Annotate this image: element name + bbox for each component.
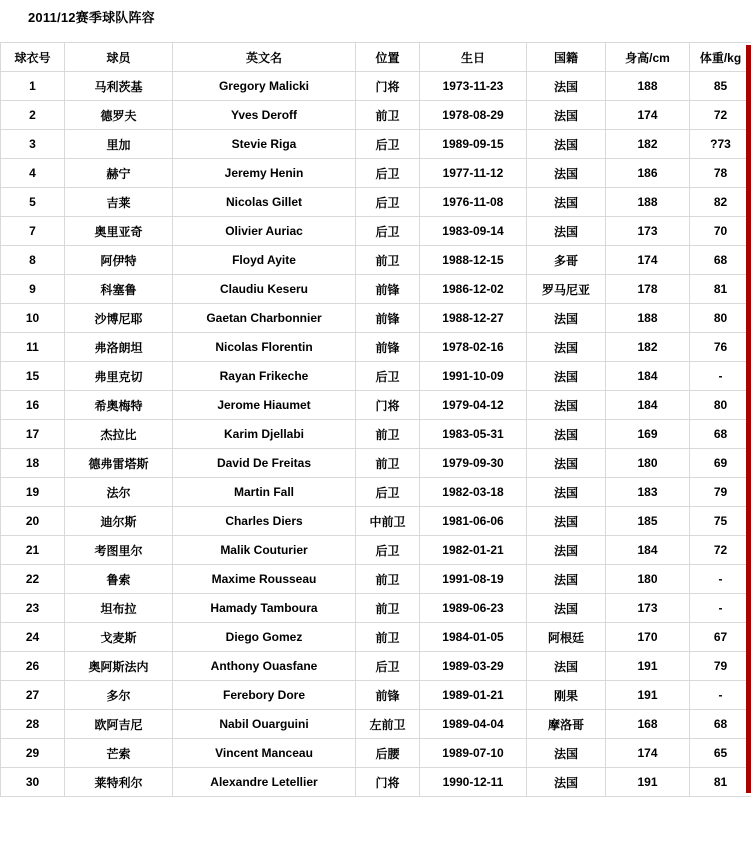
table-cell: 法国 — [527, 507, 606, 536]
table-cell: 戈麦斯 — [65, 623, 173, 652]
table-cell: Jerome Hiaumet — [173, 391, 356, 420]
table-cell: 法国 — [527, 188, 606, 217]
table-cell: 182 — [606, 333, 690, 362]
table-cell: 莱特利尔 — [65, 768, 173, 797]
table-cell: 门将 — [356, 72, 420, 101]
table-cell: 1977-11-12 — [420, 159, 527, 188]
table-cell: 1989-01-21 — [420, 681, 527, 710]
table-cell: 191 — [606, 768, 690, 797]
table-cell: 法国 — [527, 101, 606, 130]
table-cell: Karim Djellabi — [173, 420, 356, 449]
table-cell: 法国 — [527, 362, 606, 391]
table-cell: 174 — [606, 101, 690, 130]
table-cell: 后卫 — [356, 478, 420, 507]
table-cell: 68 — [690, 710, 751, 739]
table-cell: 1982-01-21 — [420, 536, 527, 565]
table-cell: 后卫 — [356, 362, 420, 391]
table-cell: 1988-12-27 — [420, 304, 527, 333]
table-cell: 奥里亚奇 — [65, 217, 173, 246]
table-cell: 前卫 — [356, 246, 420, 275]
table-cell: 法国 — [527, 130, 606, 159]
table-row — [1, 101, 751, 130]
table-cell: Anthony Ouasfane — [173, 652, 356, 681]
table-cell: 79 — [690, 478, 751, 507]
table-row — [1, 130, 751, 159]
table-cell: 法国 — [527, 304, 606, 333]
table-cell: 173 — [606, 217, 690, 246]
table-cell: 22 — [1, 565, 65, 594]
table-cell: 10 — [1, 304, 65, 333]
table-cell: 70 — [690, 217, 751, 246]
table-cell: 前卫 — [356, 101, 420, 130]
table-cell: 法国 — [527, 739, 606, 768]
table-cell: 21 — [1, 536, 65, 565]
table-cell: - — [690, 565, 751, 594]
table-cell: 后腰 — [356, 739, 420, 768]
table-cell: 174 — [606, 246, 690, 275]
table-cell: 1984-01-05 — [420, 623, 527, 652]
table-cell: 奥阿斯法内 — [65, 652, 173, 681]
table-cell: Vincent Manceau — [173, 739, 356, 768]
table-cell: 82 — [690, 188, 751, 217]
table-cell: 19 — [1, 478, 65, 507]
table-cell: 杰拉比 — [65, 420, 173, 449]
table-cell: 希奥梅特 — [65, 391, 173, 420]
table-cell: 11 — [1, 333, 65, 362]
table-cell: Malik Couturier — [173, 536, 356, 565]
table-cell: 75 — [690, 507, 751, 536]
page-title: 2011/12赛季球队阵容 — [28, 10, 155, 25]
table-cell: 后卫 — [356, 188, 420, 217]
table-row — [1, 507, 751, 536]
table-cell: 186 — [606, 159, 690, 188]
table-cell: 180 — [606, 449, 690, 478]
table-cell: 17 — [1, 420, 65, 449]
table-cell: 1983-05-31 — [420, 420, 527, 449]
table-cell: 1988-12-15 — [420, 246, 527, 275]
table-cell: 弗洛朗坦 — [65, 333, 173, 362]
table-cell: 阿伊特 — [65, 246, 173, 275]
table-row — [1, 362, 751, 391]
table-cell: 183 — [606, 478, 690, 507]
table-row — [1, 739, 751, 768]
table-cell: Maxime Rousseau — [173, 565, 356, 594]
table-cell: 法国 — [527, 159, 606, 188]
table-cell: 中前卫 — [356, 507, 420, 536]
table-cell: 1979-04-12 — [420, 391, 527, 420]
table-row — [1, 188, 751, 217]
table-row — [1, 710, 751, 739]
table-cell: 185 — [606, 507, 690, 536]
table-cell: David De Freitas — [173, 449, 356, 478]
table-cell: 68 — [690, 246, 751, 275]
table-cell: 188 — [606, 188, 690, 217]
table-cell: 169 — [606, 420, 690, 449]
table-cell: - — [690, 681, 751, 710]
table-cell: 罗马尼亚 — [527, 275, 606, 304]
roster-table — [0, 42, 751, 797]
table-cell: Alexandre Letellier — [173, 768, 356, 797]
table-cell: 后卫 — [356, 159, 420, 188]
table-cell: 85 — [690, 72, 751, 101]
table-cell: 188 — [606, 72, 690, 101]
table-cell: 法国 — [527, 420, 606, 449]
table-cell: 15 — [1, 362, 65, 391]
table-cell: 前卫 — [356, 565, 420, 594]
table-cell: Floyd Ayite — [173, 246, 356, 275]
table-cell: 1983-09-14 — [420, 217, 527, 246]
table-cell: Claudiu Keseru — [173, 275, 356, 304]
table-cell: 前卫 — [356, 420, 420, 449]
table-cell: 81 — [690, 275, 751, 304]
table-cell: 79 — [690, 652, 751, 681]
table-cell: 门将 — [356, 391, 420, 420]
table-cell: 8 — [1, 246, 65, 275]
column-header: 国籍 — [527, 43, 606, 72]
table-cell: 前卫 — [356, 594, 420, 623]
table-row — [1, 768, 751, 797]
table-cell: Diego Gomez — [173, 623, 356, 652]
table-row — [1, 478, 751, 507]
table-cell: 188 — [606, 304, 690, 333]
table-cell: 80 — [690, 304, 751, 333]
table-cell: 18 — [1, 449, 65, 478]
table-cell: 1989-06-23 — [420, 594, 527, 623]
table-cell: 178 — [606, 275, 690, 304]
table-cell: Hamady Tamboura — [173, 594, 356, 623]
column-header: 生日 — [420, 43, 527, 72]
table-cell: 法国 — [527, 768, 606, 797]
column-header: 身高/cm — [606, 43, 690, 72]
table-cell: Nicolas Florentin — [173, 333, 356, 362]
red-edge-strip — [746, 45, 751, 793]
table-cell: 多哥 — [527, 246, 606, 275]
table-row — [1, 565, 751, 594]
table-cell: 坦布拉 — [65, 594, 173, 623]
table-cell: 法国 — [527, 594, 606, 623]
table-row — [1, 72, 751, 101]
table-cell: 门将 — [356, 768, 420, 797]
table-cell: 7 — [1, 217, 65, 246]
table-cell: 法国 — [527, 217, 606, 246]
table-cell: 后卫 — [356, 130, 420, 159]
table-cell: 吉莱 — [65, 188, 173, 217]
table-cell: 68 — [690, 420, 751, 449]
table-cell: 1973-11-23 — [420, 72, 527, 101]
roster-table-body — [1, 72, 751, 797]
column-header: 体重/kg — [690, 43, 751, 72]
table-cell: 法国 — [527, 536, 606, 565]
table-cell: 3 — [1, 130, 65, 159]
table-cell: 阿根廷 — [527, 623, 606, 652]
table-cell: 1979-09-30 — [420, 449, 527, 478]
table-cell: 沙博尼耶 — [65, 304, 173, 333]
table-cell: 81 — [690, 768, 751, 797]
table-row — [1, 681, 751, 710]
table-cell: 法国 — [527, 333, 606, 362]
table-row — [1, 420, 751, 449]
table-cell: 184 — [606, 362, 690, 391]
table-cell: - — [690, 594, 751, 623]
table-cell: Martin Fall — [173, 478, 356, 507]
table-cell: 29 — [1, 739, 65, 768]
table-cell: 69 — [690, 449, 751, 478]
table-cell: 173 — [606, 594, 690, 623]
table-cell: 考图里尔 — [65, 536, 173, 565]
table-cell: ?73 — [690, 130, 751, 159]
table-cell: 芒索 — [65, 739, 173, 768]
table-cell: 80 — [690, 391, 751, 420]
table-cell: 1989-03-29 — [420, 652, 527, 681]
table-cell: 180 — [606, 565, 690, 594]
table-row — [1, 304, 751, 333]
table-cell: Ferebory Dore — [173, 681, 356, 710]
table-cell: 德弗雷塔斯 — [65, 449, 173, 478]
table-cell: 65 — [690, 739, 751, 768]
table-cell: 1989-09-15 — [420, 130, 527, 159]
table-row — [1, 594, 751, 623]
table-cell: Stevie Riga — [173, 130, 356, 159]
table-cell: Nabil Ouarguini — [173, 710, 356, 739]
table-cell: 20 — [1, 507, 65, 536]
table-cell: 1991-10-09 — [420, 362, 527, 391]
table-cell: 法国 — [527, 565, 606, 594]
table-cell: 科塞鲁 — [65, 275, 173, 304]
table-cell: 170 — [606, 623, 690, 652]
table-cell: Gaetan Charbonnier — [173, 304, 356, 333]
table-cell: Yves Deroff — [173, 101, 356, 130]
table-cell: 1989-04-04 — [420, 710, 527, 739]
table-cell: 1 — [1, 72, 65, 101]
table-cell: Jeremy Henin — [173, 159, 356, 188]
table-row — [1, 536, 751, 565]
table-cell: 1982-03-18 — [420, 478, 527, 507]
table-cell: 1989-07-10 — [420, 739, 527, 768]
table-cell: 法国 — [527, 72, 606, 101]
table-row — [1, 275, 751, 304]
table-cell: 4 — [1, 159, 65, 188]
table-cell: 法国 — [527, 391, 606, 420]
table-cell: 左前卫 — [356, 710, 420, 739]
table-cell: 191 — [606, 652, 690, 681]
table-cell: 前卫 — [356, 449, 420, 478]
table-cell: 法国 — [527, 449, 606, 478]
table-cell: 72 — [690, 536, 751, 565]
table-cell: 78 — [690, 159, 751, 188]
header-row — [1, 43, 751, 72]
table-cell: Nicolas Gillet — [173, 188, 356, 217]
table-cell: 刚果 — [527, 681, 606, 710]
table-cell: 72 — [690, 101, 751, 130]
table-cell: 182 — [606, 130, 690, 159]
table-row — [1, 246, 751, 275]
table-cell: 23 — [1, 594, 65, 623]
table-row — [1, 449, 751, 478]
roster-table-head — [1, 43, 751, 72]
table-cell: 1990-12-11 — [420, 768, 527, 797]
table-cell: 前锋 — [356, 304, 420, 333]
table-cell: 德罗夫 — [65, 101, 173, 130]
table-cell: 1981-06-06 — [420, 507, 527, 536]
table-cell: 鲁索 — [65, 565, 173, 594]
table-cell: - — [690, 362, 751, 391]
table-cell: 191 — [606, 681, 690, 710]
table-cell: Gregory Malicki — [173, 72, 356, 101]
table-cell: 1986-12-02 — [420, 275, 527, 304]
table-cell: 30 — [1, 768, 65, 797]
table-cell: 后卫 — [356, 652, 420, 681]
table-cell: 里加 — [65, 130, 173, 159]
table-cell: 后卫 — [356, 217, 420, 246]
table-cell: 多尔 — [65, 681, 173, 710]
table-cell: Rayan Frikeche — [173, 362, 356, 391]
table-cell: 马利茨基 — [65, 72, 173, 101]
table-cell: 76 — [690, 333, 751, 362]
table-row — [1, 159, 751, 188]
table-cell: 欧阿吉尼 — [65, 710, 173, 739]
table-cell: 2 — [1, 101, 65, 130]
table-row — [1, 391, 751, 420]
table-cell: 24 — [1, 623, 65, 652]
table-cell: 后卫 — [356, 536, 420, 565]
column-header: 球衣号 — [1, 43, 65, 72]
table-cell: 5 — [1, 188, 65, 217]
table-cell: 67 — [690, 623, 751, 652]
table-cell: 前锋 — [356, 333, 420, 362]
table-cell: 前锋 — [356, 275, 420, 304]
table-cell: 174 — [606, 739, 690, 768]
table-row — [1, 333, 751, 362]
table-cell: 迪尔斯 — [65, 507, 173, 536]
table-cell: 前卫 — [356, 623, 420, 652]
table-row — [1, 652, 751, 681]
table-cell: 1978-08-29 — [420, 101, 527, 130]
table-cell: 赫宁 — [65, 159, 173, 188]
table-cell: 184 — [606, 536, 690, 565]
table-cell: 前锋 — [356, 681, 420, 710]
table-cell: 1978-02-16 — [420, 333, 527, 362]
table-cell: 法国 — [527, 652, 606, 681]
table-cell: 9 — [1, 275, 65, 304]
table-cell: 28 — [1, 710, 65, 739]
table-cell: 法尔 — [65, 478, 173, 507]
table-cell: 1991-08-19 — [420, 565, 527, 594]
table-cell: 16 — [1, 391, 65, 420]
table-cell: Charles Diers — [173, 507, 356, 536]
column-header: 英文名 — [173, 43, 356, 72]
table-cell: 弗里克切 — [65, 362, 173, 391]
column-header: 位置 — [356, 43, 420, 72]
table-cell: 摩洛哥 — [527, 710, 606, 739]
table-cell: 168 — [606, 710, 690, 739]
table-row — [1, 623, 751, 652]
table-row — [1, 217, 751, 246]
table-cell: 184 — [606, 391, 690, 420]
table-cell: 法国 — [527, 478, 606, 507]
table-cell: 27 — [1, 681, 65, 710]
table-cell: 1976-11-08 — [420, 188, 527, 217]
table-cell: 26 — [1, 652, 65, 681]
table-cell: Olivier Auriac — [173, 217, 356, 246]
column-header: 球员 — [65, 43, 173, 72]
